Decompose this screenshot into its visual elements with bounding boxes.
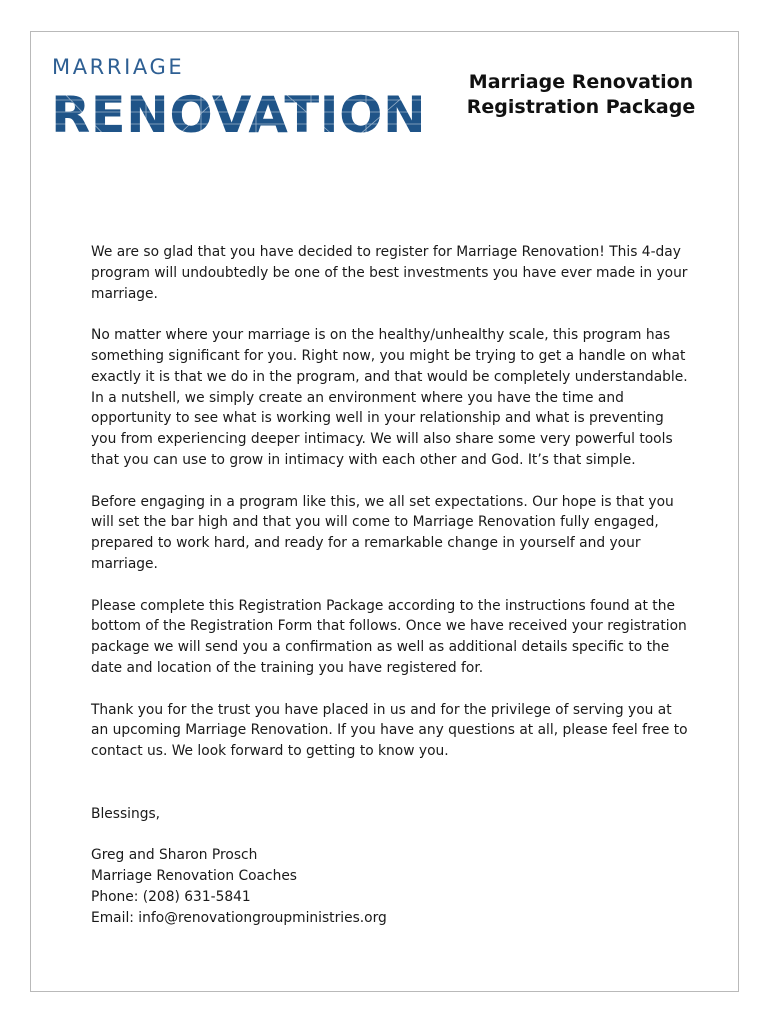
paragraph-thanks: Thank you for the trust you have placed in us and for the privilege of serving you at an upcoming Marriage Renovation. If you have any questions at all, please feel free to contact us. We look forward to getting to know you. <box>91 701 688 760</box>
title-line-1: Marriage Renovation <box>468 71 694 93</box>
closing-salutation: Blessings, <box>91 805 161 822</box>
signature-role: Marriage Renovation Coaches <box>91 867 297 884</box>
paragraph-program-description: No matter where your marriage is on the healthy/unhealthy scale, this program has something significant for you. Right now, you might be trying to get a handle on what exactly it is that we do in the program, and that would be completely understandable. In a nutshell, we simply create an environment where you have the time and opportunity to see what is working well in your relationship and what is preventing you from experiencing deeper intimacy. We will also share some very powerful tools that you can use to grow in intimacy with each other and God. It’s that simple. <box>91 327 688 468</box>
document-page <box>30 31 739 992</box>
document-title <box>451 70 711 120</box>
title-line-2: Registration Package <box>466 96 696 118</box>
letter-body <box>91 242 691 928</box>
paragraph-expectations: Before engaging in a program like this, we all set expectations. Our hope is that you will set the bar high and that you will come to Marriage Renovation fully engaged, prepared to work hard, and ready for a remarkable change in yourself and your marriage. <box>91 493 674 572</box>
signature-email: Email: info@renovationgroupministries.org <box>91 909 387 926</box>
logo-top-text: MARRIAGE <box>52 55 185 79</box>
logo-main-text: RENOVATION <box>51 86 427 144</box>
paragraph-instructions: Please complete this Registration Package according to the instructions found at the bottom of the Registration Form that follows. Once we have received your registration package we will send you a confirmation as well as additional details specific to the date and location of the training you have registered for. <box>91 597 687 676</box>
paragraph-welcome: We are so glad that you have decided to register for Marriage Renovation! This 4-day program will undoubtedly be one of the best investments you have ever made in your marriage. <box>91 244 688 302</box>
marriage-renovation-logo <box>51 54 427 166</box>
signature-block <box>91 845 691 928</box>
signature-names: Greg and Sharon Prosch <box>91 847 258 864</box>
signature-phone: Phone: (208) 631-5841 <box>91 888 251 905</box>
